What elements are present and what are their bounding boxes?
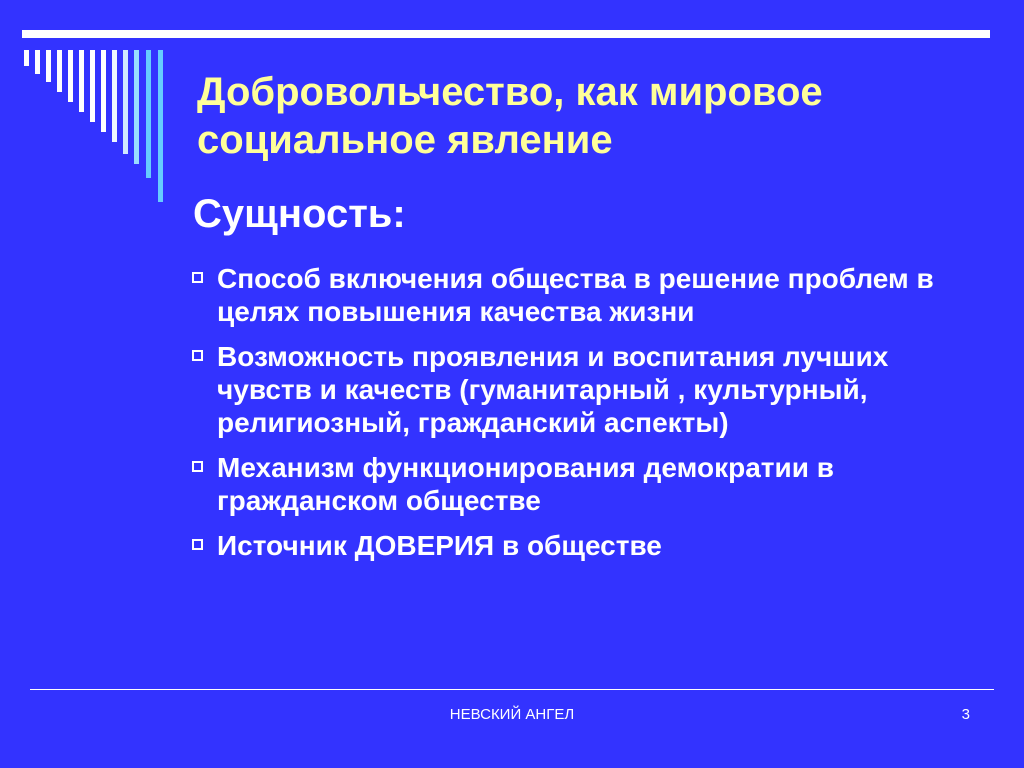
vertical-stripes-decor (0, 0, 200, 220)
bullet-item (190, 451, 990, 517)
bullet-item (190, 529, 990, 562)
stripe (79, 50, 84, 112)
stripe (158, 50, 163, 202)
slide-subheading: Сущность: (193, 192, 406, 236)
stripe (90, 50, 95, 122)
bullet-item (190, 340, 990, 439)
stripe (112, 50, 117, 142)
stripe (146, 50, 151, 178)
page-number: 3 (961, 706, 970, 723)
bullet-text: Возможность проявления и воспитания лучших чувств и качеств (гуманитарный , культурный, религиозный, гражданский аспекты) (217, 341, 889, 438)
stripe (68, 50, 73, 102)
bullet-text: Источник ДОВЕРИЯ в обществе (217, 530, 662, 561)
stripe (101, 50, 106, 132)
footer-rule (30, 689, 994, 690)
slide-title: Добровольчество, как мировое социальное явление (197, 70, 823, 162)
footer-text: НЕВСКИЙ АНГЕЛ (449, 706, 575, 723)
hollow-square-icon (192, 350, 203, 361)
bullet-text: Способ включения общества в решение проблем в целях повышения качества жизни (217, 263, 934, 327)
bullet-item (190, 262, 990, 328)
bullet-text: Механизм функционирования демократии в гражданском обществе (217, 452, 834, 516)
bullet-list (190, 262, 990, 574)
stripe (57, 50, 62, 92)
stripe (24, 50, 29, 66)
stripe (46, 50, 51, 82)
stripe (134, 50, 139, 164)
stripe (35, 50, 40, 74)
hollow-square-icon (192, 539, 203, 550)
hollow-square-icon (192, 272, 203, 283)
stripe (123, 50, 128, 154)
hollow-square-icon (192, 461, 203, 472)
